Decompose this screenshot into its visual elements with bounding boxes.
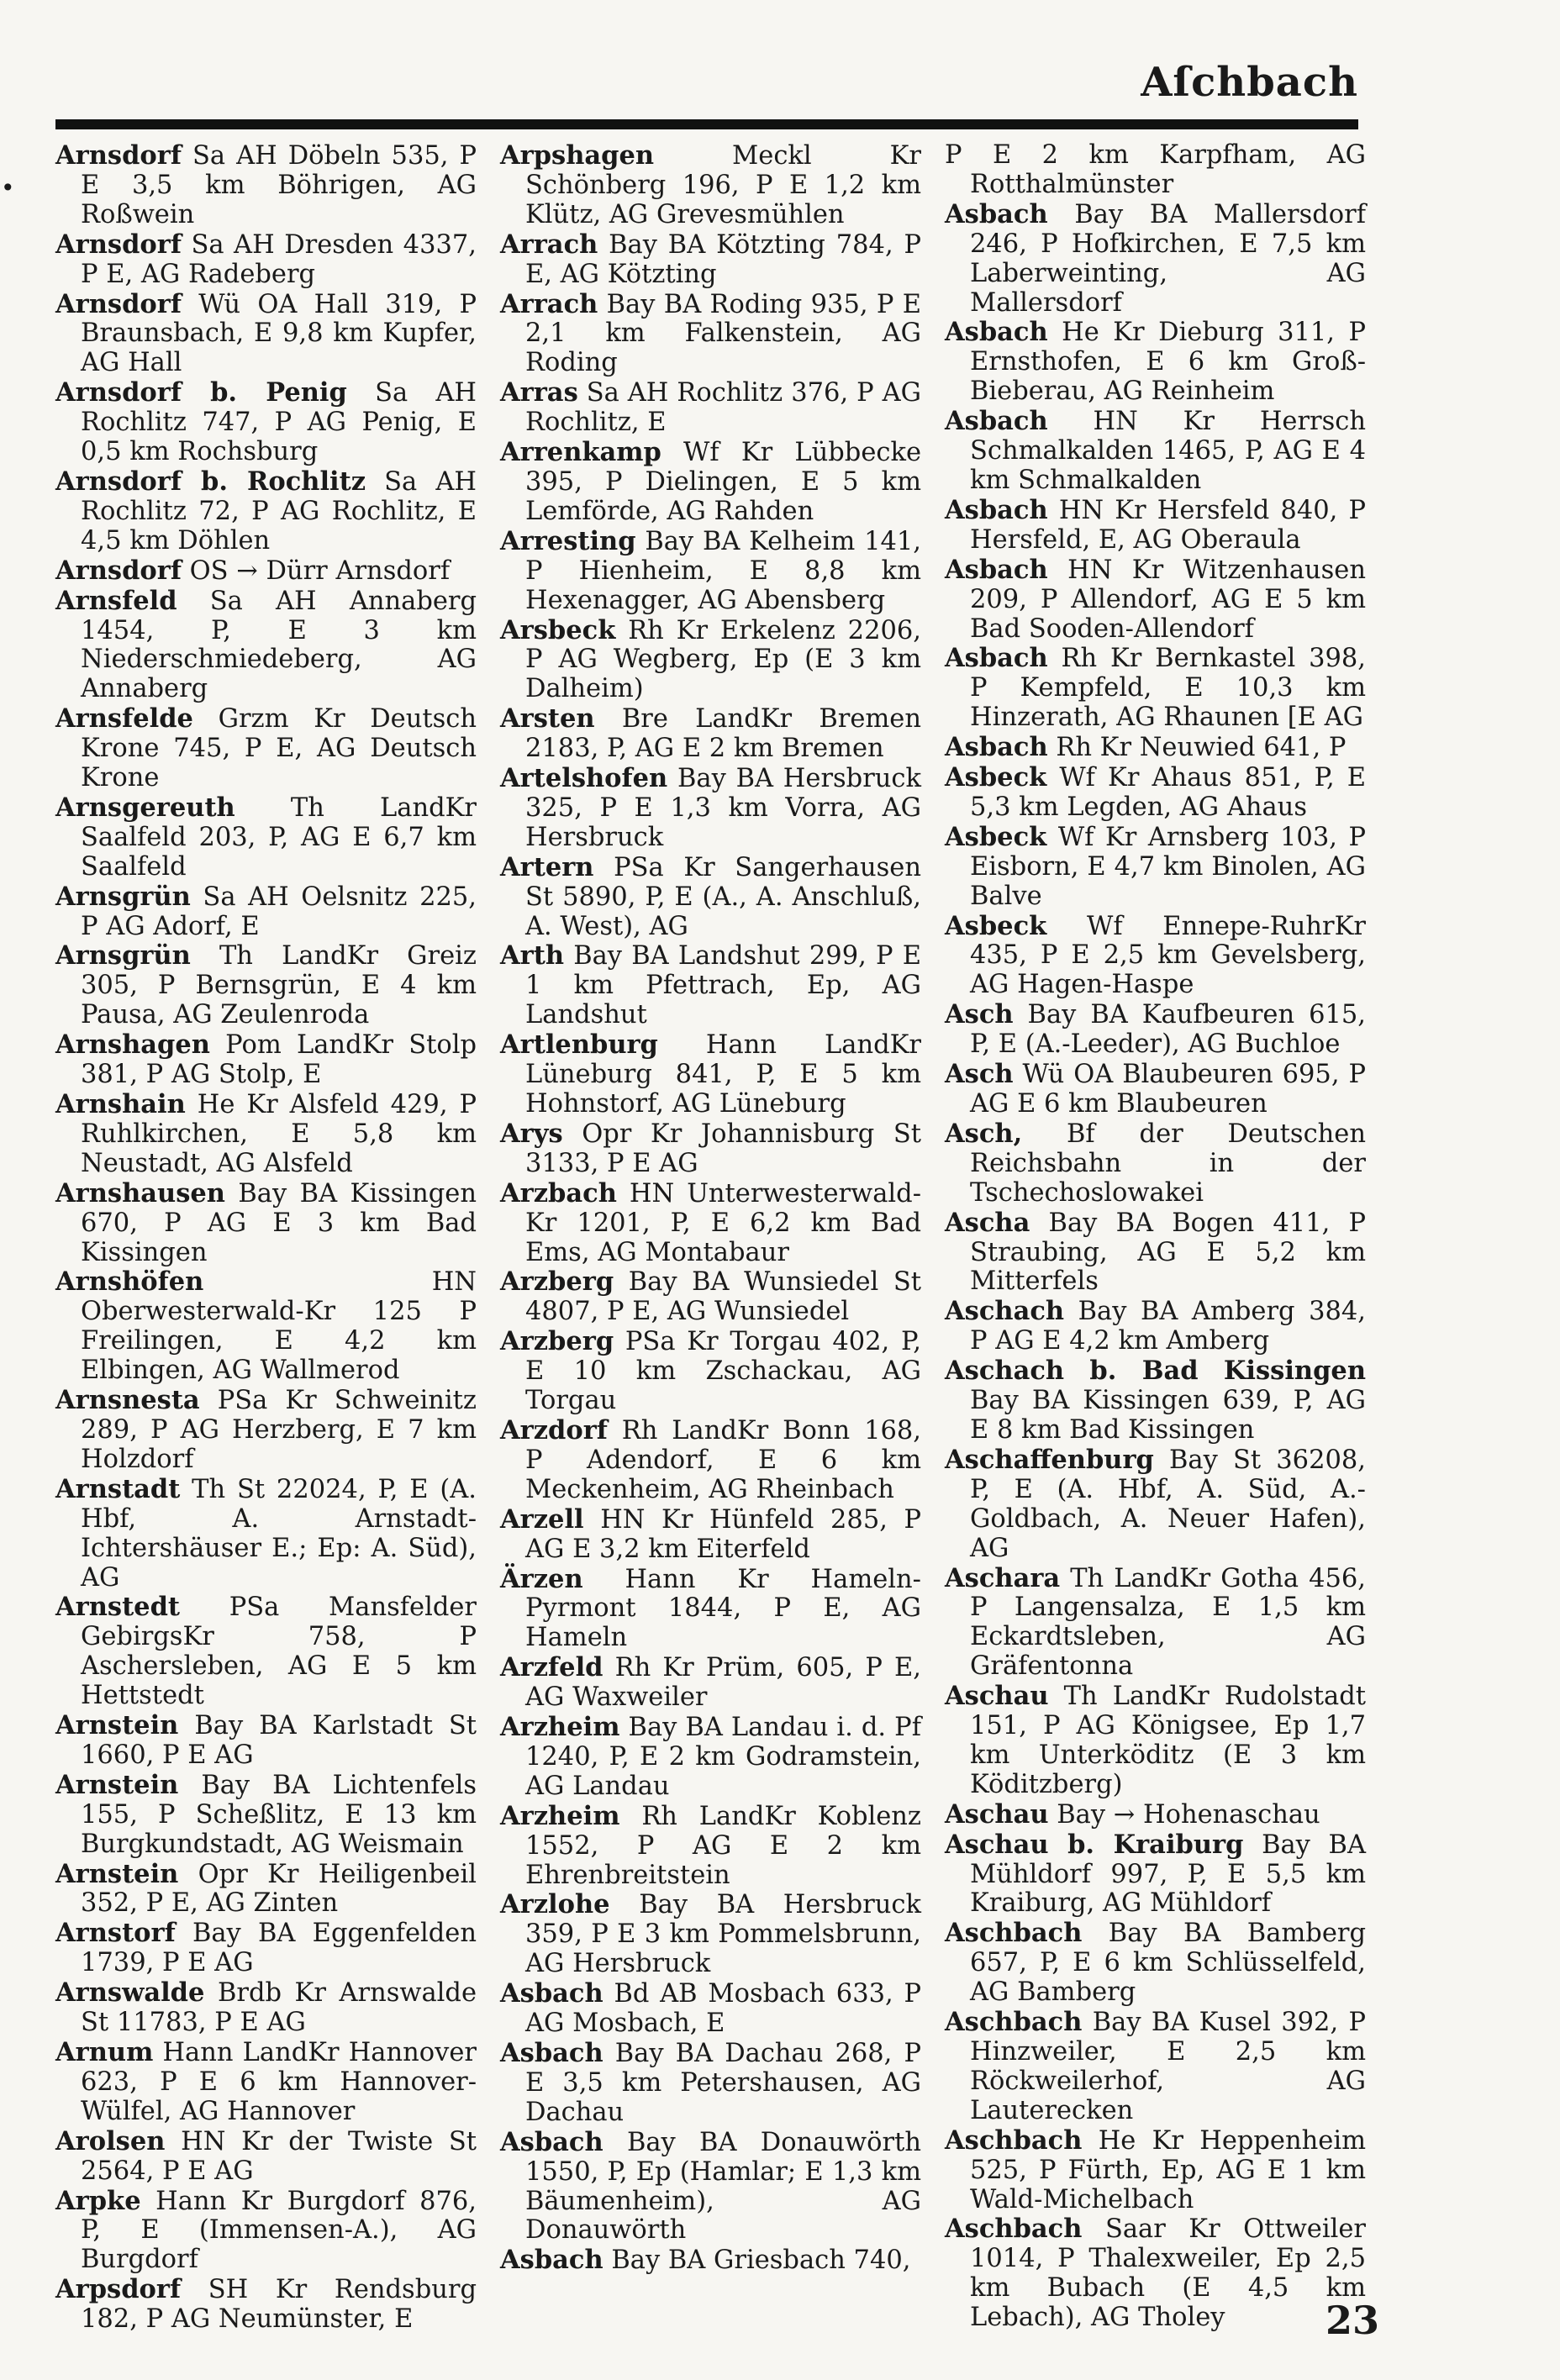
running-head: Aſchbach	[1141, 59, 1358, 106]
entry-details: Th LandKr Saalfeld 203, P, AG E 6,7 km Saalfeld	[81, 792, 477, 882]
gazetteer-entry	[500, 2039, 921, 2128]
entry-headword: Arnshain	[55, 1089, 186, 1119]
entry-details: PSa Kr Schweinitz 289, P AG Herzberg, E 7 km Holzdorf	[81, 1386, 477, 1474]
gazetteer-entry	[500, 438, 921, 527]
gazetteer-entry	[945, 1919, 1366, 2008]
entry-headword: Artern	[500, 851, 594, 882]
entry-headword: Asbach	[945, 406, 1048, 437]
gazetteer-entry	[945, 1800, 1366, 1830]
gazetteer-entry	[55, 1475, 477, 1593]
entry-headword: Arnsdorf b. Rochlitz	[55, 466, 366, 497]
gazetteer-entry	[500, 616, 921, 705]
entry-details: He Kr Heppenheim 525, P Fürth, Ep, AG E 1 km Wald-Michelbach	[970, 2125, 1366, 2214]
entry-details: Hann LandKr Hannover 623, P E 6 km Hannover-Wülfel, AG Hannover	[81, 2038, 477, 2126]
entry-details: Rh Kr Prüm, 605, P E, AG Waxweiler	[525, 1653, 921, 1713]
entry-headword: Arth	[500, 940, 564, 971]
entry-headword: Arzell	[500, 1503, 584, 1535]
gazetteer-entry	[945, 763, 1366, 823]
entry-headword: Arzberg	[500, 1326, 614, 1357]
entry-headword: Arrach	[500, 229, 598, 260]
gazetteer-entry	[500, 1979, 921, 2039]
entry-details: Bay BA Kötzting 784, P E, AG Kötzting	[525, 229, 921, 289]
gazetteer-entry	[55, 704, 477, 793]
gazetteer-entry	[500, 1653, 921, 1713]
entry-headword: Arnstein	[55, 1710, 179, 1741]
entry-headword: Arnsdorf	[55, 288, 182, 319]
entry-details: Rh LandKr Bonn 168, P Adendorf, E 6 km Meckenheim, AG Rheinbach	[525, 1415, 921, 1504]
gazetteer-entry	[945, 1356, 1366, 1445]
entry-headword: Asbeck	[945, 762, 1047, 793]
entry-headword: Artlenburg	[500, 1029, 658, 1061]
entry-headword: Arnsdorf b. Penig	[55, 377, 347, 408]
entry-details: Sa AH Döbeln 535, P E 3,5 km Böhrigen, AG Roßwein	[81, 141, 477, 229]
entry-headword: Arpke	[55, 2185, 141, 2216]
column-3	[945, 141, 1366, 2335]
gazetteer-entry	[55, 1771, 477, 1860]
entry-headword: Arzfeld	[500, 1652, 603, 1683]
entry-details: Bay BA Bogen 411, P Straubing, AG E 5,2 km Mitterfels	[970, 1208, 1366, 1297]
entry-details: Bay BA Amberg 384, P AG E 4,2 km Amberg	[970, 1297, 1366, 1356]
entry-details: Bay BA Landau i. d. Pf 1240, P, E 2 km Godramstein, AG Landau	[525, 1713, 921, 1801]
entry-details: Pom LandKr Stolp 381, P AG Stolp, E	[81, 1030, 477, 1090]
entry-headword: Asch,	[945, 1118, 1023, 1149]
gazetteer-entry	[945, 1208, 1366, 1298]
entry-headword: Aschau	[945, 1681, 1049, 1712]
entry-details: Wf Kr Lübbecke 395, P Dielingen, E 5 km Lemförde, AG Rahden	[525, 438, 921, 526]
entry-headword: Arras	[500, 377, 578, 408]
gazetteer-entry	[500, 290, 921, 379]
entry-details: SH Kr Rendsburg 182, P AG Neumünster, E	[81, 2275, 477, 2335]
gazetteer-entry	[55, 2127, 477, 2187]
entry-details: Rh LandKr Koblenz 1552, P AG E 2 km Ehrenbreitstein	[525, 1801, 921, 1890]
entry-headword: Arnsfelde	[55, 703, 193, 735]
entry-details: Wü OA Hall 319, P Braunsbach, E 9,8 km Kupfer, AG Hall	[81, 289, 477, 378]
entry-details: PSa Kr Torgau 402, P, E 10 km Zschackau, AG Torgau	[525, 1327, 921, 1416]
entry-details: Saar Kr Ottweiler 1014, P Thalexweiler, Ep 2,5 km Bubach (E 4,5 km Lebach), AG Tholey	[970, 2214, 1366, 2333]
gazetteer-entry	[500, 1890, 921, 1979]
entry-headword: Arzbach	[500, 1177, 617, 1208]
entry-details: Hann LandKr Lüneburg 841, P, E 5 km Hohnstorf, AG Lüneburg	[525, 1030, 921, 1119]
entry-details: Rh Kr Erkelenz 2206, P AG Wegberg, Ep (E 3 km Dalheim)	[525, 615, 921, 704]
entry-headword: Asbach	[945, 494, 1048, 525]
gazetteer-entry	[945, 912, 1366, 1001]
entry-details: Bay BA Eggenfelden 1739, P E AG	[81, 1919, 477, 1978]
entry-headword: Asbach	[500, 2126, 603, 2157]
entry-details: HN Kr der Twiste St 2564, P E AG	[81, 2126, 477, 2186]
entry-details: Bay BA Mühldorf 997, P, E 5,5 km Kraiburg, AG Mühldorf	[970, 1830, 1366, 1919]
entry-headword: Arzheim	[500, 1800, 620, 1831]
gazetteer-entry	[500, 141, 921, 230]
gazetteer-entry	[55, 467, 477, 556]
gazetteer-entry	[945, 1119, 1366, 1208]
entry-details: Bay BA Roding 935, P E 2,1 km Falkenstein, AG Roding	[525, 289, 921, 378]
entry-headword: Asbach	[945, 317, 1048, 348]
gazetteer-entry	[500, 1119, 921, 1179]
entry-details: Bay BA Kusel 392, P Hinzweiler, E 2,5 km Röckweilerhof, AG Lauterecken	[970, 2008, 1366, 2125]
gazetteer-entry	[55, 1860, 477, 1919]
gazetteer-entry	[500, 1505, 921, 1565]
gazetteer-entry	[500, 1802, 921, 1891]
entry-details: Sa AH Rochlitz 376, P AG Rochlitz, E	[525, 378, 921, 438]
entry-headword: Asbeck	[945, 821, 1047, 852]
gazetteer-entry	[55, 2038, 477, 2127]
column-2	[500, 141, 921, 2335]
entry-details: Sa AH Annaberg 1454, P, E 3 km Niederschmiedeberg, AG Annaberg	[81, 586, 477, 704]
gazetteer-entry	[500, 1416, 921, 1505]
entry-details: Bay BA Kissingen 639, P, AG E 8 km Bad Kissingen	[970, 1386, 1366, 1445]
entry-headword: Asbach	[500, 1978, 603, 2009]
entry-headword: Asbach	[500, 2038, 603, 2068]
entry-details: Wf Ennepe-RuhrKr 435, P E 2,5 km Gevelsberg, AG Hagen-Haspe	[970, 911, 1366, 1000]
gazetteer-entry	[500, 853, 921, 942]
entry-details: Meckl Kr Schönberg 196, P E 1,2 km Klütz, AG Grevesmühlen	[525, 141, 921, 229]
entry-details: HN Kr Hünfeld 285, P AG E 3,2 km Eiterfeld	[525, 1504, 921, 1564]
gazetteer-entry	[945, 2214, 1366, 2333]
entry-headword: Arnswalde	[55, 1977, 205, 2009]
gazetteer-entry	[500, 1179, 921, 1268]
gazetteer-entry	[55, 587, 477, 705]
gazetteer-entry	[945, 1564, 1366, 1682]
entry-details: Bay BA Hersbruck 325, P E 1,3 km Vorra, AG Hersbruck	[525, 764, 921, 852]
entry-details: He Kr Dieburg 311, P Ernsthofen, E 6 km Groß-Bieberau, AG Reinheim	[970, 318, 1366, 407]
gazetteer-entry	[500, 2246, 921, 2276]
entry-details: Bay BA Lichtenfels 155, P Scheßlitz, E 13 km Burgkundstadt, AG Weismain	[81, 1770, 477, 1859]
gazetteer-entry	[945, 1000, 1366, 1060]
gazetteer-entry	[500, 378, 921, 438]
gazetteer-entry	[55, 1919, 477, 1978]
entry-details: OS → Dürr Arnsdorf	[181, 556, 451, 586]
entry-headword: Arnstein	[55, 1858, 179, 1889]
entry-details: Bay BA Kissingen 670, P AG E 3 km Bad Kissingen	[81, 1178, 477, 1267]
entry-details: Wü OA Blaubeuren 695, P AG E 6 km Blaubeuren	[970, 1060, 1366, 1119]
entry-details: Bay → Hohenaschau	[1048, 1799, 1320, 1830]
gazetteer-entry	[945, 823, 1366, 912]
entry-headword: Aschau b. Kraiburg	[945, 1829, 1244, 1860]
entry-details: PSa Kr Sangerhausen St 5890, P, E (A., A. Anschluß, A. West), AG	[525, 852, 921, 941]
entry-details: HN Oberwesterwald-Kr 125 P Freilingen, E 4,2 km Elbingen, AG Wallmerod	[81, 1267, 477, 1386]
entry-details: HN Kr Herrsch Schmalkalden 1465, P, AG E 4 km Schmalkalden	[970, 407, 1366, 495]
entry-headword: Asbach	[945, 643, 1048, 674]
entry-headword: Aschach	[945, 1296, 1065, 1327]
entry-headword: Arnsdorf	[55, 555, 182, 586]
entry-headword: Arnsgereuth	[55, 792, 235, 823]
gazetteer-entry	[55, 882, 477, 942]
gazetteer-entry	[55, 1030, 477, 1090]
gazetteer-entry	[55, 378, 477, 467]
entry-headword: Arnsgrün	[55, 940, 191, 971]
entry-details: Bay BA Wunsiedel St 4807, P E, AG Wunsiedel	[525, 1267, 921, 1327]
entry-details: PSa Mansfelder GebirgsKr 758, P Aschersleben, AG E 5 km Hettstedt	[81, 1593, 477, 1711]
entry-headword: Asbeck	[945, 910, 1047, 941]
gazetteer-entry	[945, 496, 1366, 556]
entry-details: Bay BA Landshut 299, P E 1 km Pfettrach, Ep, AG Landshut	[525, 941, 921, 1030]
entry-headword: Arnsgrün	[55, 881, 191, 912]
entry-details: Sa AH Rochlitz 747, P AG Penig, E 0,5 km Rochsburg	[81, 378, 477, 467]
entry-headword: Arrenkamp	[500, 437, 661, 468]
entry-headword: Arpshagen	[500, 140, 655, 171]
entry-details: Bf der Deutschen Reichsbahn in der Tschechoslowakei	[970, 1119, 1366, 1208]
entry-headword: Asch	[945, 1059, 1014, 1090]
gazetteer-entry	[55, 1593, 477, 1711]
entry-details: Th St 22024, P, E (A. Hbf, A. Arnstadt-Ichtershäuser E.; Ep: A. Süd), AG	[81, 1474, 477, 1593]
entry-details: Brdb Kr Arnswalde St 11783, P E AG	[81, 1978, 477, 2038]
header-rule	[55, 119, 1358, 129]
entry-details: Bay BA Dachau 268, P E 3,5 km Petershausen, AG Dachau	[525, 2039, 921, 2127]
entry-headword: Asbach	[500, 2245, 603, 2276]
entry-details: HN Unterwesterwald-Kr 1201, P, E 6,2 km Bad Ems, AG Montabaur	[525, 1178, 921, 1267]
entry-details: Bay BA Hersbruck 359, P E 3 km Pommelsbrunn, AG Hersbruck	[525, 1890, 921, 1979]
gazetteer-entry	[500, 1327, 921, 1416]
gazetteer-entry	[55, 290, 477, 379]
gazetteer-entry	[945, 1682, 1366, 1800]
margin-bullet: •	[1, 174, 15, 202]
gazetteer-entry	[945, 556, 1366, 645]
entry-details: Th LandKr Greiz 305, P Bernsgrün, E 4 km Pausa, AG Zeulenroda	[81, 941, 477, 1030]
entry-details: Hann Kr Burgdorf 876, P, E (Immensen-A.), AG Burgdorf	[81, 2186, 477, 2275]
entry-headword: Arpsdorf	[55, 2274, 182, 2305]
gazetteer-entry	[55, 1179, 477, 1268]
column-1	[55, 141, 477, 2335]
gazetteer-entry	[55, 2275, 477, 2335]
gazetteer-entry	[55, 1386, 477, 1475]
entry-headword: Asbach	[945, 732, 1048, 763]
gazetteer-entry	[945, 644, 1366, 733]
entry-headword: Aschbach	[945, 1918, 1083, 1949]
entry-headword: Arnstorf	[55, 1918, 176, 1949]
gazetteer-entry	[55, 1090, 477, 1179]
gazetteer-entry	[945, 1297, 1366, 1356]
gazetteer-entry	[500, 1267, 921, 1327]
entry-headword: Arnshausen	[55, 1177, 225, 1208]
gazetteer-entry	[945, 2126, 1366, 2215]
entry-headword: Arnsdorf	[55, 140, 182, 171]
entry-headword: Arnshöfen	[55, 1266, 204, 1298]
entry-headword: Asbach	[945, 198, 1048, 229]
entry-details: Bd AB Mosbach 633, P AG Mosbach, E	[525, 1979, 921, 2039]
entry-details: Bay St 36208, P, E (A. Hbf, A. Süd, A.-Goldbach, A. Neuer Hafen), AG	[970, 1445, 1366, 1563]
gazetteer-entry	[945, 1830, 1366, 1919]
entry-headword: Arzdorf	[500, 1414, 608, 1445]
entry-details: Th LandKr Rudolstadt 151, P AG Königsee, Ep 1,7 km Unterköditz (E 3 km Köditzberg)	[970, 1682, 1366, 1799]
entry-headword: Arnsnesta	[55, 1385, 200, 1416]
entry-headword: Arnsdorf	[55, 229, 182, 260]
entry-headword: Arnshagen	[55, 1029, 210, 1061]
entry-details: Wf Kr Ahaus 851, P, E 5,3 km Legden, AG Ahaus	[970, 763, 1366, 822]
entry-details: Bay BA Donauwörth 1550, P, Ep (Hamlar; E 1,3 km Bäumenheim), AG Donauwörth	[525, 2127, 921, 2246]
entry-headword: Arnstedt	[55, 1592, 180, 1623]
entry-headword: Aschbach	[945, 2125, 1083, 2156]
gazetteer-entry	[55, 1267, 477, 1386]
entry-details: Bay BA Kelheim 141, P Hienheim, E 8,8 km Hexenagger, AG Abensberg	[525, 526, 921, 615]
entry-details: Sa AH Dresden 4337, P E, AG Radeberg	[81, 229, 477, 289]
gazetteer-entry	[945, 1060, 1366, 1119]
entry-headword: Arnsfeld	[55, 585, 177, 616]
entry-details: Grzm Kr Deutsch Krone 745, P E, AG Deutsch Krone	[81, 704, 477, 793]
entry-headword: Arsbeck	[500, 614, 616, 645]
gazetteer-entry	[55, 941, 477, 1030]
entry-headword: Ärzen	[500, 1563, 583, 1594]
entry-details: Bay BA Karlstadt St 1660, P E AG	[81, 1711, 477, 1770]
gazetteer-entry	[55, 230, 477, 290]
entry-headword: Asch	[945, 999, 1014, 1030]
entry-details: He Kr Alsfeld 429, P Ruhlkirchen, E 5,8 km Neustadt, AG Alsfeld	[81, 1090, 477, 1178]
gazetteer-entry	[500, 1565, 921, 1654]
gazetteer-entry	[55, 1711, 477, 1771]
gazetteer-entry	[500, 941, 921, 1030]
entry-details: Sa AH Rochlitz 72, P AG Rochlitz, E 4,5 km Döhlen	[81, 466, 477, 556]
entry-headword: Arnstein	[55, 1769, 179, 1800]
gazetteer-entry	[500, 230, 921, 290]
entry-details: Rh Kr Bernkastel 398, P Kempfeld, E 10,3 km Hinzerath, AG Rhaunen [E AG	[970, 644, 1366, 733]
entry-headword: Aschaffenburg	[945, 1444, 1154, 1475]
gazetteer-entry	[500, 704, 921, 764]
entry-details: Bay BA Griesbach 740,	[603, 2246, 911, 2276]
entry-headword: Aschbach	[945, 2214, 1083, 2245]
entry-details: P E 2 km Karpfham, AG Rotthalmünster	[945, 140, 1366, 199]
entry-headword: Aschach b. Bad Kissingen	[945, 1356, 1366, 1387]
entry-headword: Asbach	[945, 554, 1048, 585]
entry-headword: Arrach	[500, 288, 598, 319]
entry-headword: Arnstadt	[55, 1473, 181, 1504]
entry-details: Bay BA Mallersdorf 246, P Hofkirchen, E 7,5 km Laberweinting, AG Mallersdorf	[970, 199, 1366, 318]
entry-details: Sa AH Oelsnitz 225, P AG Adorf, E	[81, 882, 477, 941]
gazetteer-entry	[500, 1030, 921, 1119]
gazetteer-entry	[500, 527, 921, 616]
gazetteer-entry	[945, 2008, 1366, 2126]
entry-details: Bay BA Bamberg 657, P, E 6 km Schlüsselfeld, AG Bamberg	[970, 1919, 1366, 2008]
entry-details: Bre LandKr Bremen 2183, P, AG E 2 km Bremen	[525, 704, 921, 764]
gazetteer-entry	[55, 556, 477, 587]
entry-headword: Arzberg	[500, 1266, 614, 1298]
entry-details: HN Kr Witzenhausen 209, P Allendorf, AG E 5 km Bad Sooden-Allendorf	[970, 555, 1366, 644]
gazetteer-entry	[945, 733, 1366, 763]
page-number: 23	[1325, 2298, 1379, 2343]
entry-headword: Aschbach	[945, 2007, 1083, 2038]
entry-headword: Aschau	[945, 1798, 1049, 1830]
entry-headword: Arresting	[500, 525, 636, 556]
entry-details: Wf Kr Arnsberg 103, P Eisborn, E 4,7 km Binolen, AG Balve	[970, 822, 1366, 911]
entry-details: Bay BA Kaufbeuren 615, P, E (A.-Leeder), AG Buchloe	[970, 1000, 1366, 1060]
gazetteer-entry	[945, 318, 1366, 407]
entry-details: Th LandKr Gotha 456, P Langensalza, E 1,5 km Eckardtsleben, AG Gräfentonna	[970, 1563, 1366, 1682]
entry-details: Opr Kr Johannisburg St 3133, P E AG	[525, 1119, 921, 1178]
gazetteer-entry	[55, 1978, 477, 2038]
entry-headword: Arzheim	[500, 1712, 620, 1743]
entry-headword: Arsten	[500, 703, 595, 735]
entry-details: Opr Kr Heiligenbeil 352, P E, AG Zinten	[81, 1859, 477, 1919]
entry-headword: Arzlohe	[500, 1889, 610, 1920]
entry-headword: Artelshofen	[500, 763, 668, 794]
entry-headword: Ascha	[945, 1207, 1030, 1238]
gazetteer-entry	[500, 764, 921, 853]
gazetteer-entry	[55, 793, 477, 882]
gazetteer-entry	[500, 1713, 921, 1802]
entry-headword: Arolsen	[55, 2125, 166, 2156]
entry-details: HN Kr Hersfeld 840, P Hersfeld, E, AG Oberaula	[970, 495, 1366, 555]
entry-headword: Aschara	[945, 1562, 1061, 1593]
entry-headword: Arys	[500, 1118, 563, 1149]
gazetteer-entry	[945, 141, 1366, 200]
gazetteer-entry	[945, 407, 1366, 496]
entry-details: Rh Kr Neuwied 641, P	[1047, 733, 1347, 763]
gazetteer-entry	[55, 2187, 477, 2276]
entry-details: Hann Kr Hameln-Pyrmont 1844, P E, AG Hameln	[525, 1564, 921, 1653]
gazetteer-entry	[55, 141, 477, 230]
gazetteer-entry	[945, 200, 1366, 319]
entry-headword: Arnum	[55, 2037, 154, 2067]
gazetteer-entry	[945, 1445, 1366, 1564]
gazetteer-entry	[500, 2128, 921, 2246]
entry-columns	[55, 141, 1367, 2335]
